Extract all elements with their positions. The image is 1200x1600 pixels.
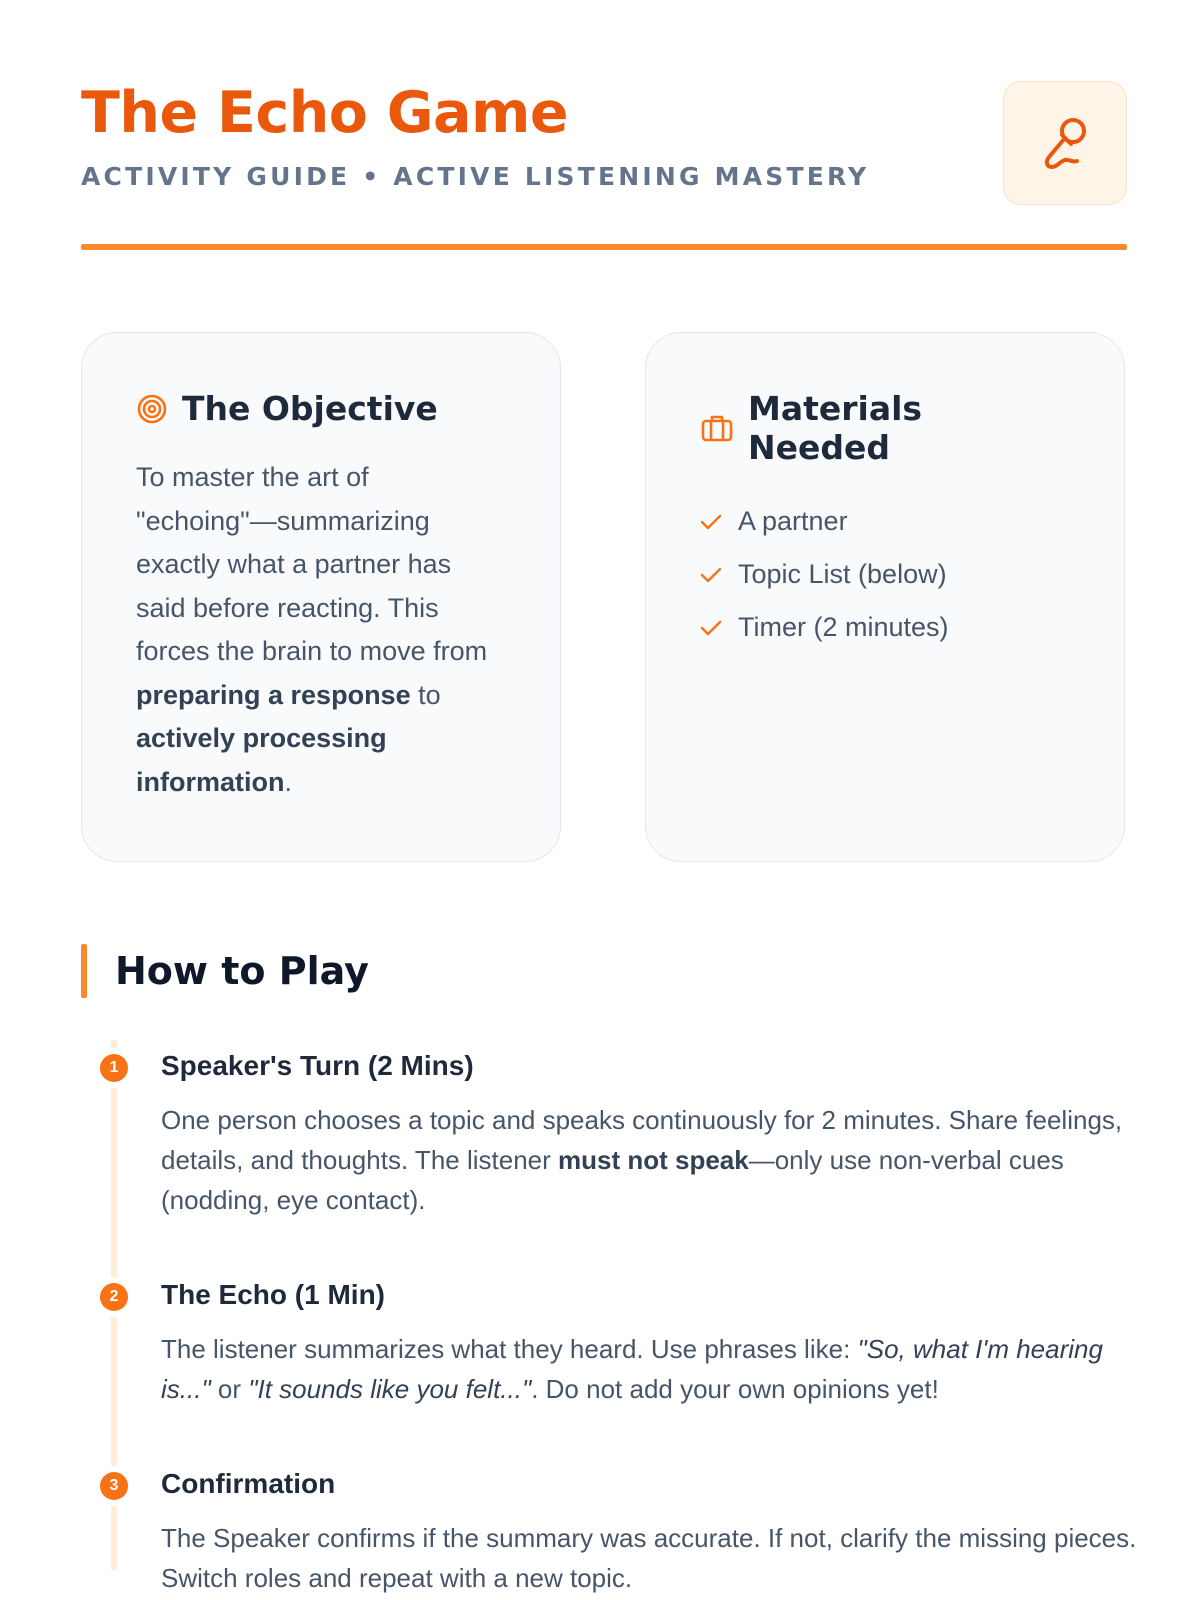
step-quote: "So, what I'm hearing is..." <box>161 1334 1103 1404</box>
section-title: How to Play <box>115 949 369 993</box>
step-title: Speaker's Turn (2 Mins) <box>161 1050 474 1081</box>
objective-text <box>136 456 508 804</box>
step-text-part: or <box>210 1374 249 1404</box>
microphone-icon <box>1035 113 1095 173</box>
header-icon-box <box>1003 81 1127 205</box>
page-header <box>81 0 1127 252</box>
step-description <box>161 1100 1141 1220</box>
how-to-play-header <box>81 944 369 998</box>
step-text-part: . Do not add your own opinions yet! <box>531 1374 939 1404</box>
step-text-part: The listener summarizes what they heard. Use phrases like: <box>161 1334 858 1364</box>
page-title: The Echo Game <box>81 80 569 146</box>
page-subtitle: ACTIVITY GUIDE • ACTIVE LISTENING MASTERY <box>81 162 870 191</box>
step-emphasis: must not speak <box>558 1145 749 1175</box>
check-icon <box>700 566 722 584</box>
materials-card <box>645 332 1125 862</box>
check-icon <box>700 513 722 531</box>
step-quote: "It sounds like you felt..." <box>248 1374 532 1404</box>
step-description <box>161 1518 1141 1598</box>
materials-item-label: Topic List (below) <box>738 559 947 589</box>
materials-item <box>700 548 1072 601</box>
objective-emphasis: preparing a response <box>136 679 411 710</box>
step-text-part: —only use non-verbal cues (nodding, eye contact). <box>161 1145 1064 1215</box>
activity-guide-page <box>81 0 1137 1593</box>
step-number-badge: 3 <box>100 1472 128 1500</box>
header-divider <box>81 244 1127 250</box>
section-accent-bar <box>81 944 87 998</box>
materials-item <box>700 601 1072 654</box>
objective-card <box>81 332 561 862</box>
materials-item-label: A partner <box>738 506 848 536</box>
briefcase-icon <box>700 412 734 444</box>
objective-text-part: . <box>284 766 293 797</box>
step-number-badge: 1 <box>100 1054 128 1082</box>
step-title: Confirmation <box>161 1468 336 1499</box>
materials-header <box>700 389 1072 467</box>
step-title: The Echo (1 Min) <box>161 1279 385 1310</box>
objective-text-part: to <box>410 679 441 710</box>
info-cards <box>81 332 1127 864</box>
check-icon <box>700 619 722 637</box>
objective-header <box>136 389 508 428</box>
step-number-badge: 2 <box>100 1283 128 1311</box>
objective-emphasis: actively processing information <box>136 723 387 797</box>
objective-text-part: To master the art of "echoing"—summarizing exactly what a partner has said before reacting. This forces the brain to move from <box>136 462 488 666</box>
objective-title: The Objective <box>182 389 438 428</box>
step-text-part: The Speaker confirms if the summary was accurate. If not, clarify the missing pieces. Switch roles and repeat with a new topic. <box>161 1523 1137 1593</box>
materials-title: Materials Needed <box>748 389 923 467</box>
step-text-part: One person chooses a topic and speaks continuously for 2 minutes. Share feelings, details, and thoughts. The listener <box>161 1105 1123 1175</box>
materials-item <box>700 495 1072 548</box>
steps-list <box>109 1040 1137 1600</box>
materials-list <box>700 495 1072 654</box>
target-icon <box>136 393 168 425</box>
materials-item-label: Timer (2 minutes) <box>738 612 949 642</box>
step-description <box>161 1329 1141 1409</box>
